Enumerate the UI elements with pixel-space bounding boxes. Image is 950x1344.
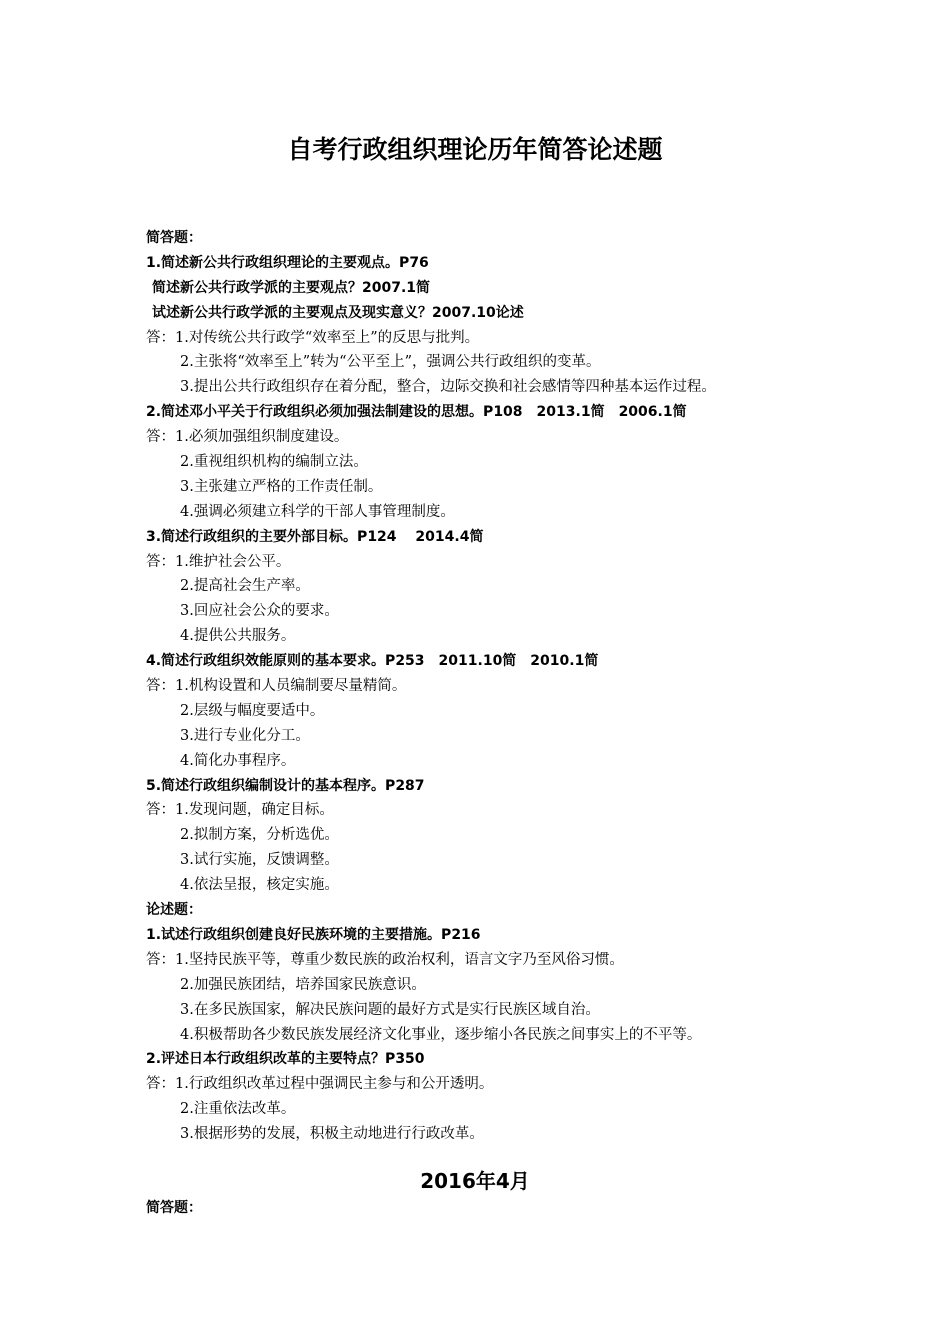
answer-line: 答：1.机构设置和人员编制要尽量精简。 bbox=[146, 678, 407, 695]
answer-line: 3.回应社会公众的要求。 bbox=[180, 603, 339, 620]
short-answer-heading: 简答题： bbox=[146, 230, 202, 246]
answer-line: 2.提高社会生产率。 bbox=[180, 578, 310, 595]
answer-line: 答：1.必须加强组织制度建设。 bbox=[146, 429, 349, 446]
question-title: 2.简述邓小平关于行政组织必须加强法制建设的思想。P108 2013.1简 2006.1简 bbox=[146, 404, 687, 421]
answer-line: 答：1.行政组织改革过程中强调民主参与和公开透明。 bbox=[146, 1076, 494, 1093]
answer-line: 2.重视组织机构的编制立法。 bbox=[180, 454, 368, 471]
short-answer-heading: 简答题： bbox=[146, 1200, 202, 1216]
section-title: 2016年4月 bbox=[420, 1169, 530, 1193]
answer-line: 答：1.对传统公共行政学“效率至上”的反思与批判。 bbox=[146, 329, 480, 346]
answer-line: 4.积极帮助各少数民族发展经济文化事业，逐步缩小各民族之间事实上的不平等。 bbox=[180, 1026, 702, 1043]
question-note: 试述新公共行政学派的主要观点及现实意义？2007.10论述 bbox=[152, 304, 524, 321]
document-body bbox=[146, 226, 866, 1147]
question-note: 简述新公共行政学派的主要观点？2007.1简 bbox=[152, 279, 431, 296]
answer-line: 4.提供公共服务。 bbox=[180, 628, 296, 645]
answer-line: 4.简化办事程序。 bbox=[180, 752, 296, 769]
answer-line: 2.拟制方案，分析选优。 bbox=[180, 827, 339, 844]
question-title: 4.简述行政组织效能原则的基本要求。P253 2011.10简 2010.1简 bbox=[146, 653, 599, 670]
essay-heading: 论述题： bbox=[146, 902, 202, 919]
question-title: 3.简述行政组织的主要外部目标。P124 2014.4简 bbox=[146, 528, 484, 545]
answer-line: 3.在多民族国家，解决民族问题的最好方式是实行民族区域自治。 bbox=[180, 1001, 600, 1018]
answer-line: 4.依法呈报，核定实施。 bbox=[180, 877, 339, 894]
question-title: 1.简述新公共行政组织理论的主要观点。P76 bbox=[146, 254, 429, 271]
answer-line: 2.加强民族团结，培养国家民族意识。 bbox=[180, 976, 426, 993]
question-title: 5.简述行政组织编制设计的基本程序。P287 bbox=[146, 777, 425, 794]
answer-line: 答：1.维护社会公平。 bbox=[146, 553, 291, 570]
answer-line: 3.提出公共行政组织存在着分配，整合，边际交换和社会感情等四种基本运作过程。 bbox=[180, 379, 716, 396]
answer-line: 答：1.坚持民族平等，尊重少数民族的政治权利，语言文字乃至风俗习惯。 bbox=[146, 951, 624, 968]
answer-line: 2.主张将“效率至上”转为“公平至上”，强调公共行政组织的变革。 bbox=[180, 354, 601, 371]
question-title: 1.试述行政组织创建良好民族环境的主要措施。P216 bbox=[146, 926, 481, 943]
document-title: 自考行政组织理论历年简答论述题 bbox=[287, 135, 663, 164]
answer-line: 3.根据形势的发展，积极主动地进行行政改革。 bbox=[180, 1126, 484, 1143]
answer-line: 2.层级与幅度要适中。 bbox=[180, 702, 325, 719]
question-title: 2.评述日本行政组织改革的主要特点？P350 bbox=[146, 1051, 425, 1068]
answer-line: 3.主张建立严格的工作责任制。 bbox=[180, 478, 383, 495]
answer-line: 3.试行实施，反馈调整。 bbox=[180, 852, 339, 869]
answer-line: 2.注重依法改革。 bbox=[180, 1101, 296, 1118]
answer-line: 4.强调必须建立科学的干部人事管理制度。 bbox=[180, 503, 455, 520]
answer-line: 3.进行专业化分工。 bbox=[180, 727, 310, 744]
answer-line: 答：1.发现问题，确定目标。 bbox=[146, 802, 334, 819]
